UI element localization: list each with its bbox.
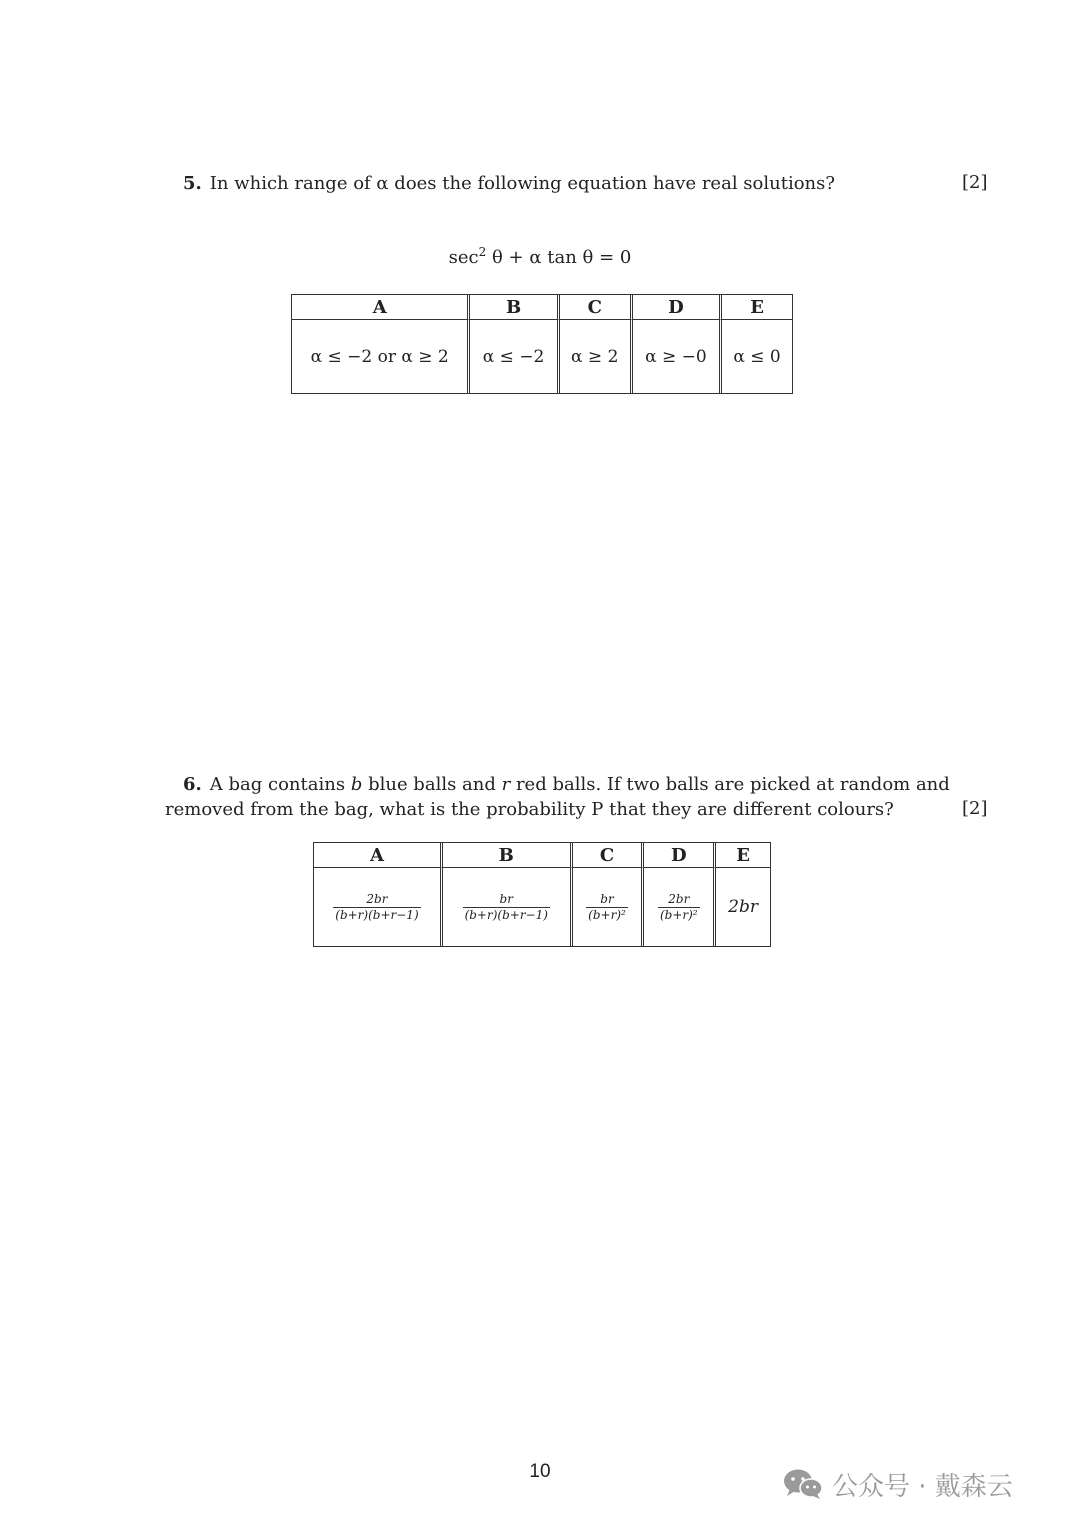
option-header-e: E (719, 295, 792, 320)
question-5-text (183, 171, 835, 196)
option-d[interactable]: α ≥ −0 (630, 320, 719, 393)
option-a[interactable]: $\frac{2br}{(b+r)(b+r-1)}$ (335, 891, 419, 922)
option-d[interactable]: $\frac{2br}{\text{(b+r)²}}$ (641, 868, 713, 946)
answer-options-table (313, 842, 771, 947)
option-a[interactable]: α ≤ −2 or α ≥ 2 (310, 346, 449, 367)
option-b[interactable]: $\frac{br}{(b+r)(b+r-1)}$ (440, 868, 570, 946)
watermark-text: 公众号 · 戴森云 (832, 1471, 1013, 1502)
option-c[interactable]: $\frac{br}{\text{(b+r)²}}$ (570, 868, 642, 946)
option-header-c: C (557, 295, 630, 320)
option-b[interactable]: α ≤ −2 (467, 320, 556, 393)
option-header-d: D (630, 295, 719, 320)
question-6-line2: removed from the bag, what is the probability P that they are different colours? (165, 799, 894, 820)
option-header-a: A (314, 843, 440, 868)
answer-options-table (291, 294, 793, 394)
question-prompt: In which range of α does the following equation have real solutions? (209, 173, 836, 194)
marks-label: [2] (962, 172, 988, 193)
watermark (782, 1464, 1013, 1504)
question-number: 6. (183, 774, 202, 795)
option-e[interactable]: α ≤ 0 (719, 320, 792, 393)
marks-label: [2] (962, 798, 988, 819)
option-header-b: B (467, 295, 556, 320)
option-e[interactable]: 2br (713, 868, 770, 946)
page-number: 10 (529, 1461, 551, 1482)
wechat-icon (782, 1467, 824, 1501)
question-number: 5. (183, 173, 202, 194)
option-header-d: D (641, 843, 713, 868)
option-header-b: B (440, 843, 570, 868)
option-header-c: C (570, 843, 642, 868)
option-header-e: E (713, 843, 770, 868)
option-c[interactable]: α ≥ 2 (557, 320, 630, 393)
option-header-a: A (292, 295, 467, 320)
question-6-text: 6. A bag contains b blue balls and r red balls. If two balls are picked at random and (183, 774, 950, 795)
equation: $\sec^2 \theta + \alpha$ tan θ = 0 (448, 245, 632, 268)
